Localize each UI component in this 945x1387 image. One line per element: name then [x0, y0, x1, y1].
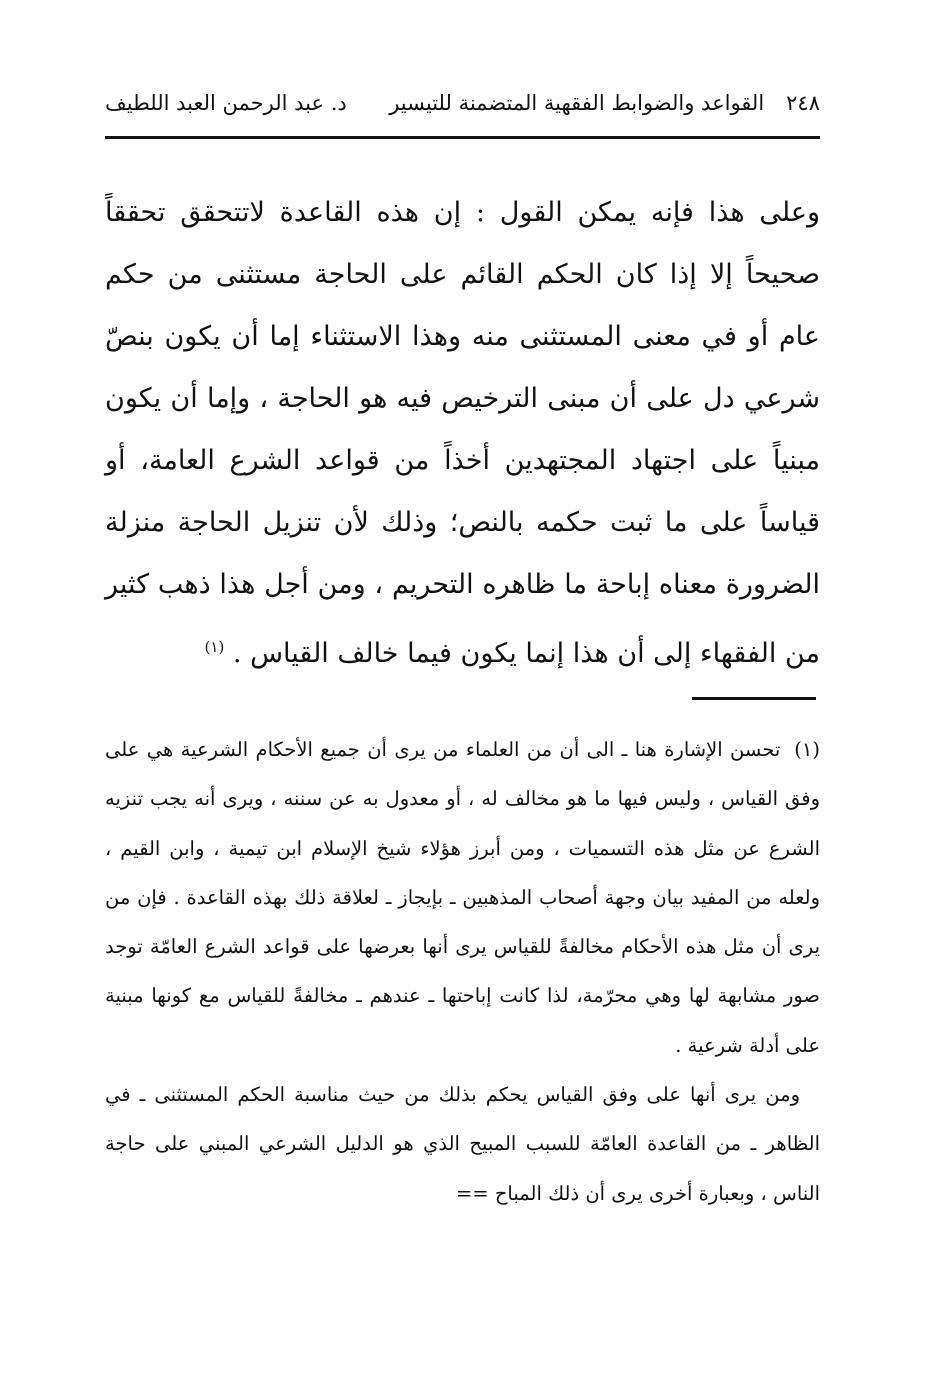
- footnote-number: (١): [794, 738, 820, 761]
- running-header: [105, 78, 820, 128]
- footnotes-section: [105, 725, 820, 1218]
- footnote-1-text: تحسن الإشارة هنا ـ الى أن من العلماء من يرى أن جميع الأحكام الشرعية هي على وفق القياس ، وليس فيها ما هو مخالف له ، أو معدول به عن سننه ، ويرى أنه يجب تنزيه الشرع عن مثل هذه التسميات ، ومن أبرز هؤلاء شيخ الإسلام ابن تيمية ، وابن القيم ، ولعله من المفيد بيان وجهة أصحاب المذهبين ـ بإيجاز ـ لعلاقة ذلك بهذه القاعدة . فإن من يرى أن مثل هذه الأحكام مخالفةً للقياس يرى أنها بعرضها على قواعد الشرع العامّة توجد صور مشابهة لها وهي محرّمة، لذا كانت إباحتها ـ عندهم ـ مخالفةً للقياس مع كونها مبنية على أدلة شرعية .: [105, 738, 820, 1057]
- footnote-divider: [692, 697, 816, 700]
- book-title: القواعد والضوابط الفقهية المتضمنة للتيسير: [389, 91, 765, 115]
- footnote-1-continuation: [105, 1070, 820, 1218]
- footnote-reference: (١): [204, 638, 225, 656]
- main-paragraph-text: وعلى هذا فإنه يمكن القول : إن هذه القاعدة لاتتحقق تحققاً صحيحاً إلا إذا كان الحكم القائم على الحاجة مستثنى من حكم عام أو في معنى المستثنى منه وهذا الاستثناء إما أن يكون بنصّ شرعي دل على أن مبنى الترخيص فيه هو الحاجة ، وإما أن يكون مبنياً على اجتهاد المجتهدين أخذاً من قواعد الشرع العامة، أو قياساً على ما ثبت حكمه بالنص؛ وذلك لأن تنزيل الحاجة منزلة الضرورة معناه إباحة ما ظاهره التحريم ، ومن أجل هذا ذهب كثير من الفقهاء إلى أن هذا إنما يكون فيما خالف القياس .: [105, 197, 820, 669]
- page-number: ٢٤٨: [786, 91, 820, 115]
- footnote-1: [105, 725, 820, 1070]
- header-right-group: [389, 91, 820, 115]
- footnote-1-para2-text: ومن يرى أنها على وفق القياس يحكم بذلك من حيث مناسبة الحكم المستثنى ـ في الظاهر ـ من القاعدة العامّة للسبب المبيح الذي هو الدليل الشرعي المبني على حاجة الناس ، وبعبارة أخرى يرى أن ذلك المباح ==: [105, 1083, 820, 1205]
- main-paragraph: [105, 182, 820, 685]
- author-name: د. عبد الرحمن العبد اللطيف: [105, 91, 347, 115]
- header-divider: [105, 136, 820, 139]
